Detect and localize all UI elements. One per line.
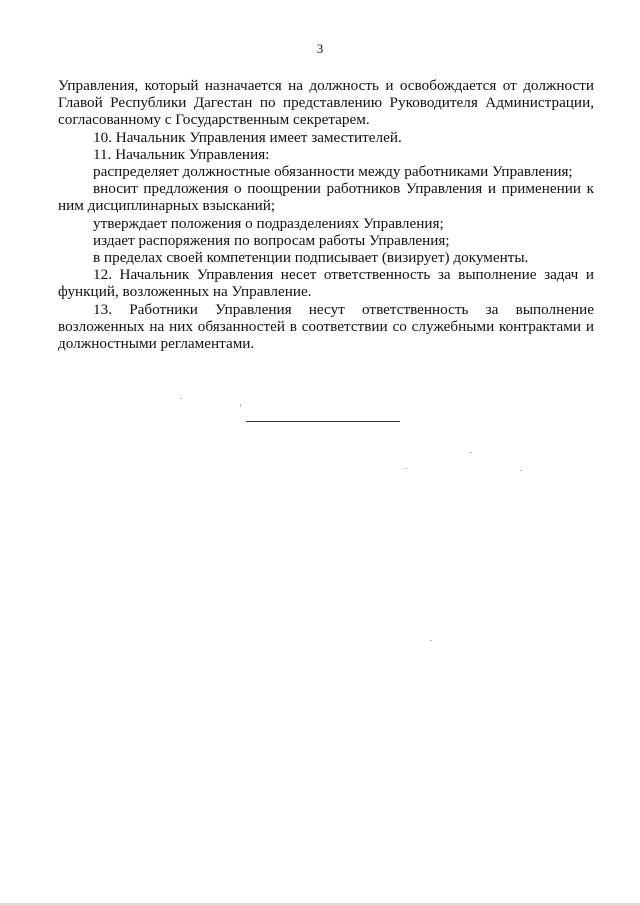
scan-speck — [180, 398, 182, 399]
scan-speck — [430, 640, 432, 641]
page-number: 3 — [316, 41, 324, 56]
scan-speck — [520, 470, 522, 471]
scan-speck — [470, 452, 472, 453]
scan-speck — [240, 404, 241, 407]
paragraph-11-item-3: утверждает положения о подразделениях Управления; — [93, 214, 444, 232]
scan-speck — [405, 468, 407, 469]
paragraph-10: 10. Начальник Управления имеет заместителей. — [93, 128, 402, 146]
paragraph-11-item-4: издает распоряжения по вопросам работы Управления; — [93, 231, 450, 249]
end-of-document-line — [246, 421, 400, 422]
paragraph-11: 11. Начальник Управления: — [93, 145, 270, 163]
paragraph-continuation: Управления, который назначается на должность и освобождается от должности Главой Республики Дагестан по представлению Руководителя Администрации, согласованному с Государственным секретарем. — [58, 77, 594, 129]
paragraph-11-item-1: распределяет должностные обязанности между работниками Управления; — [93, 163, 573, 181]
paragraph-13: 13. Работники Управления несут ответственность за выполнение возложенных на них обязанностей в соответствии со служебными контрактами и должностными регламентами. — [58, 300, 594, 353]
document-body — [58, 77, 594, 352]
paragraph-12: 12. Начальник Управления несет ответственность за выполнение задач и функций, возложенных на Управление. — [58, 266, 594, 301]
paragraph-11-item-2: вносит предложения о поощрении работников Управления и применении к ним дисциплинарных взысканий; — [58, 180, 594, 215]
paragraph-11-item-5: в пределах своей компетенции подписывает (визирует) документы. — [93, 249, 529, 267]
